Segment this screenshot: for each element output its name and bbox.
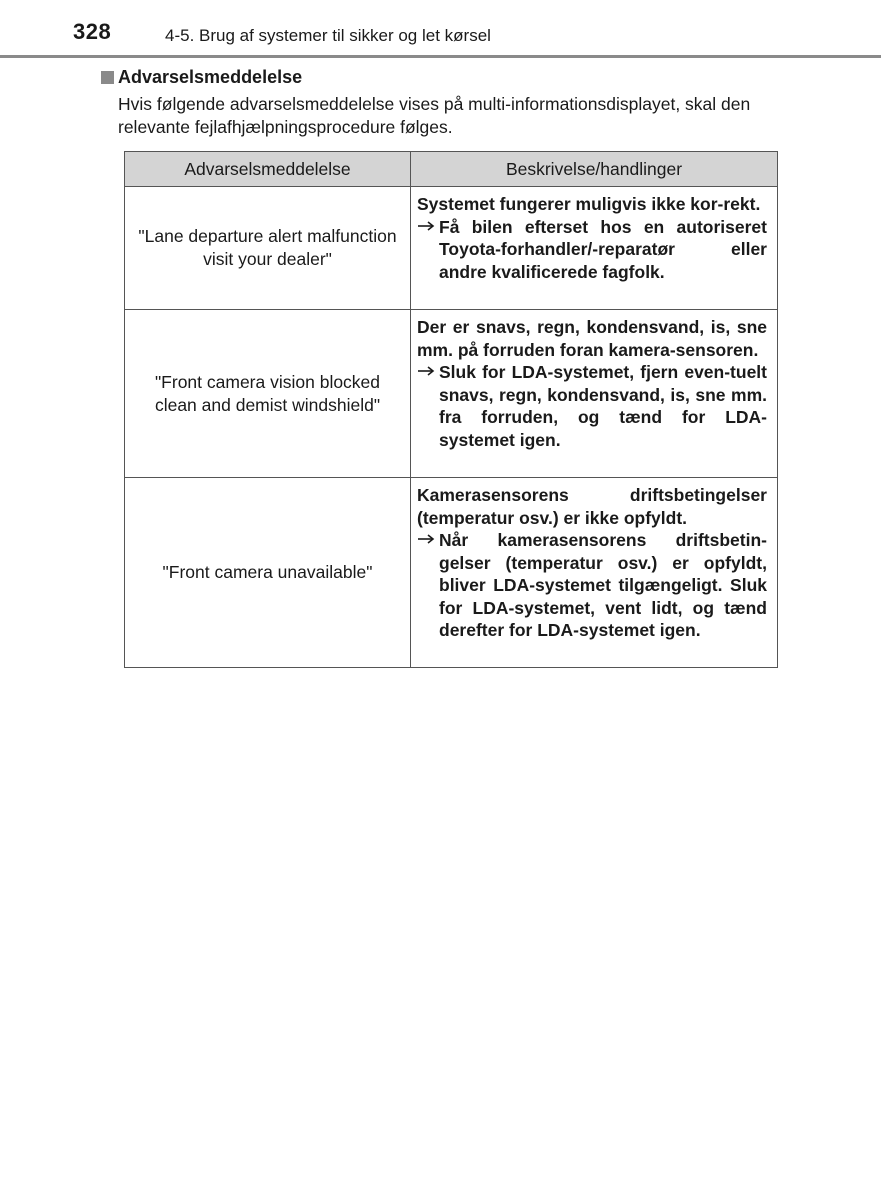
square-bullet-icon bbox=[101, 71, 114, 84]
description-cell bbox=[411, 187, 778, 310]
description-text: Systemet fungerer muligvis ikke kor-rekt. bbox=[417, 194, 761, 214]
arrow-right-icon bbox=[417, 529, 439, 552]
chapter-title: 4-5. Brug af systemer til sikker og let kørsel bbox=[165, 26, 491, 45]
action-item bbox=[417, 529, 767, 642]
action-item bbox=[417, 361, 767, 451]
section-heading bbox=[101, 67, 302, 88]
arrow-right-icon bbox=[417, 216, 439, 239]
warning-message-cell: "Front camera unavailable" bbox=[125, 478, 411, 668]
description-text: Kamerasensorens driftsbetingelser (temperatur osv.) er ikke opfyldt. bbox=[417, 485, 767, 528]
description-cell bbox=[411, 478, 778, 668]
page-header bbox=[0, 0, 881, 62]
page-number: 328 bbox=[73, 19, 112, 44]
header-divider bbox=[0, 55, 881, 58]
description-cell bbox=[411, 310, 778, 478]
description-text: Der er snavs, regn, kondensvand, is, sne mm. på forruden foran kamera-sensoren. bbox=[417, 317, 767, 360]
action-text: Sluk for LDA-systemet, fjern even-tuelt snavs, regn, kondensvand, is, sne mm. fra forruden, og tænd for LDA-systemet igen. bbox=[439, 362, 767, 450]
action-item bbox=[417, 216, 767, 284]
table-row bbox=[125, 310, 778, 478]
arrow-right-icon bbox=[417, 361, 439, 384]
section-heading-text: Advarselsmeddelelse bbox=[118, 67, 303, 87]
warning-message-table bbox=[124, 151, 778, 668]
intro-paragraph: Hvis følgende advarselsmeddelelse vises på multi-informationsdisplayet, skal den relevante fejlafhjælpningsprocedure følges. bbox=[118, 94, 751, 137]
column-header-message: Advarselsmeddelelse bbox=[125, 152, 411, 187]
table-header-row bbox=[125, 152, 778, 187]
column-header-description: Beskrivelse/handlinger bbox=[411, 152, 778, 187]
table-row bbox=[125, 187, 778, 310]
table-row bbox=[125, 478, 778, 668]
action-text: Når kamerasensorens driftsbetin-gelser (temperatur osv.) er opfyldt, bliver LDA-systemet tilgængeligt. Sluk for LDA-systemet, vent lidt, og tænd derefter for LDA-systemet igen. bbox=[439, 530, 767, 640]
action-text: Få bilen efterset hos en autoriseret Toyota-forhandler/-reparatør eller andre kvalificerede fagfolk. bbox=[439, 216, 767, 282]
warning-message-cell: "Lane departure alert malfunction visit your dealer" bbox=[125, 187, 411, 310]
warning-message-cell: "Front camera vision blocked clean and demist windshield" bbox=[125, 310, 411, 478]
